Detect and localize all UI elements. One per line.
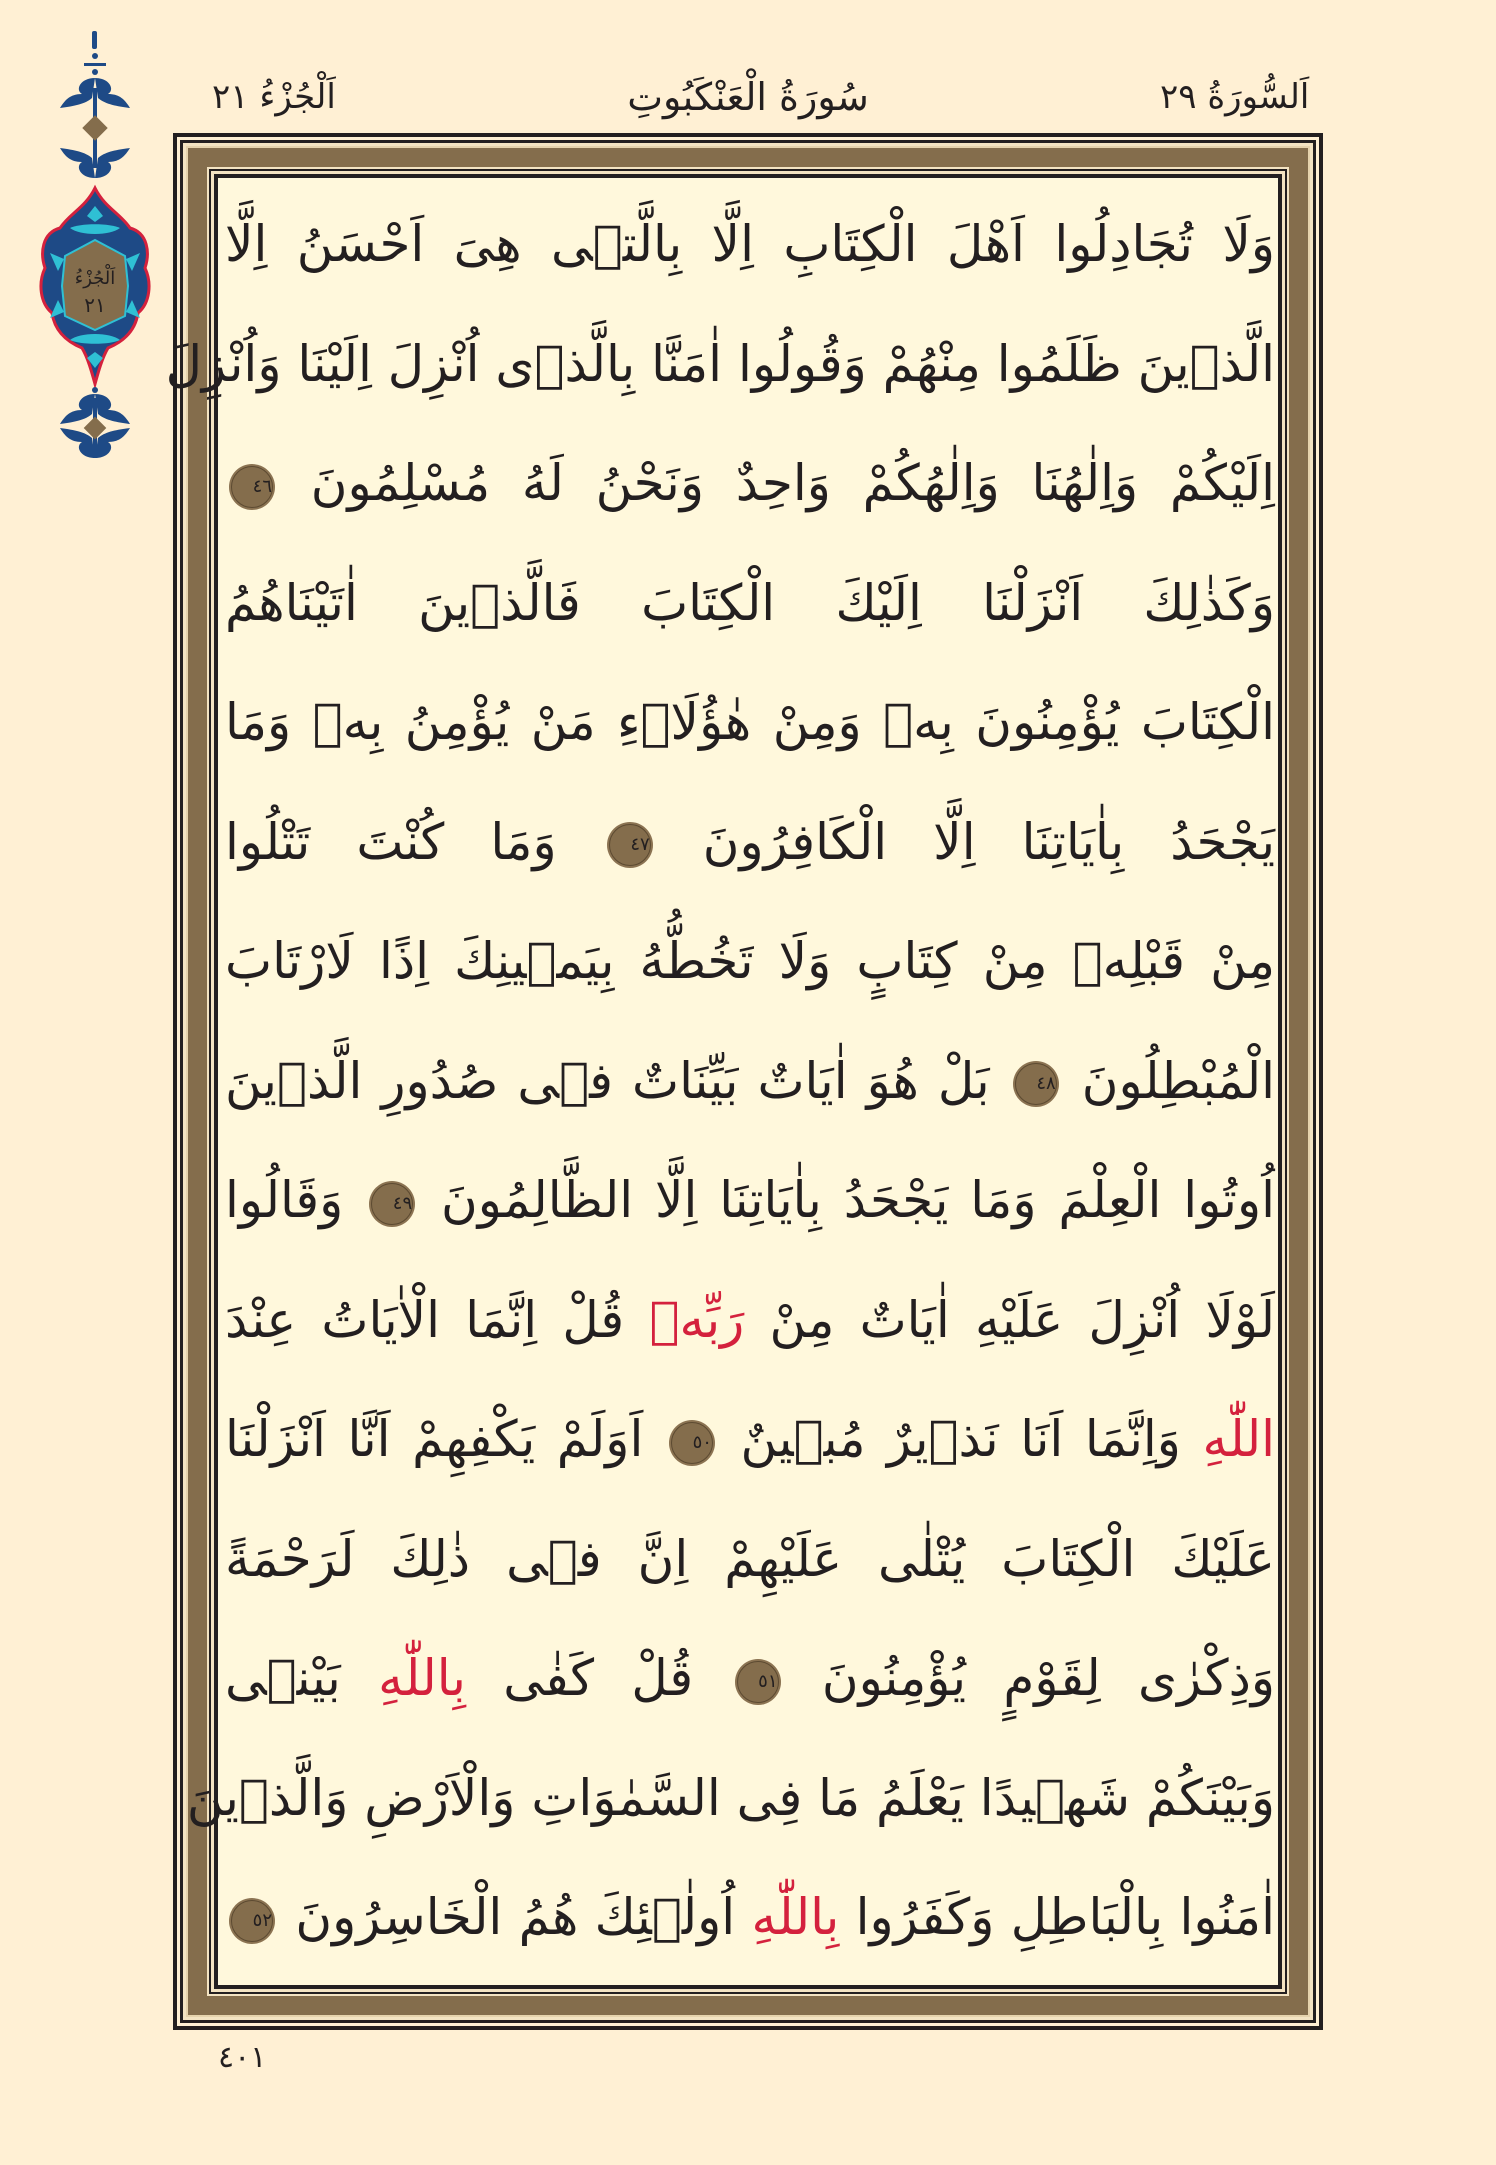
verse-text: الْمُبْطِلُونَ <box>1081 1051 1275 1110</box>
surah-title-text: سُورَةُ الْعَنْكَبُوتِ <box>627 75 869 119</box>
verse-text: مِنْ قَبْلِهٖ مِنْ كِتَابٍ وَلَا تَخُطُّهُ بِيَمٖينِكَ اِذًا لَارْتَابَ <box>225 932 1275 990</box>
page-number: ٤٠١ <box>218 2040 267 2075</box>
verse-text: اِلَيْكُمْ وَاِلٰهُنَا وَاِلٰهُكُمْ وَاحِدٌ وَنَحْنُ لَهُ مُسْلِمُونَ <box>310 454 1275 512</box>
verse-text: وَذِكْرٰى لِقَوْمٍ يُؤْمِنُونَ <box>821 1649 1275 1707</box>
medallion-juz-number: ٢١ <box>84 293 106 317</box>
text-line <box>165 305 1275 424</box>
verse-text: قُلْ اِنَّمَا الْاٰيَاتُ عِنْدَ <box>225 1290 625 1349</box>
verse-text: عَلَيْكَ الْكِتَابَ يُتْلٰى عَلَيْهِمْ اِنَّ فٖى ذٰلِكَ لَرَحْمَةً <box>225 1529 1275 1588</box>
verse-text: وَاِنَّمَا اَنَا نَذٖيرٌ مُبٖينٌ <box>740 1410 1181 1468</box>
highlighted-word: رَبِّهٖ <box>649 1290 745 1349</box>
text-line <box>225 1141 1275 1260</box>
text-line <box>225 783 1275 902</box>
medallion-juz-word: اَلْجُزْءُ <box>74 268 116 289</box>
verse-text: وَكَذٰلِكَ اَنْزَلْنَا اِلَيْكَ الْكِتَابَ فَالَّذٖينَ اٰتَيْنَاهُمُ <box>225 573 1275 632</box>
verse-text: اُوتُوا الْعِلْمَ وَمَا يَجْحَدُ بِاٰيَاتِنَا اِلَّا الظَّالِمُونَ <box>441 1171 1275 1229</box>
verse-text: لَوْلَا اُنْزِلَ عَلَيْهِ اٰيَاتٌ مِنْ <box>744 1290 1275 1349</box>
verse-text: اَوَلَمْ يَكْفِهِمْ اَنَّا اَنْزَلْنَا <box>225 1410 644 1468</box>
verse-text: وَقَالُوا <box>225 1171 344 1229</box>
ayah-number-marker: ٤٩ <box>371 1183 413 1225</box>
text-line <box>225 185 1275 304</box>
highlighted-word: اللّٰهِ <box>1202 1410 1276 1468</box>
ayah-number-marker: ٥٠ <box>671 1422 713 1464</box>
verse-text: وَمَا كُنْتَ تَتْلُوا <box>225 812 557 871</box>
text-line <box>225 902 1275 1021</box>
ayah-number-marker: ٥١ <box>737 1661 779 1703</box>
highlighted-word: بِاللّٰهِ <box>751 1888 840 1946</box>
text-line <box>225 544 1275 663</box>
verse-text: بَيْنٖى <box>225 1649 341 1707</box>
verse-text: الَّذٖينَ ظَلَمُوا مِنْهُمْ وَقُولُوا اٰمَنَّا بِالَّذٖى اُنْزِلَ اِلَيْنَا وَاُنْزِلَ <box>165 334 1275 393</box>
surah-number-label: اَلسُّورَةُ ٢٩ <box>1160 77 1310 117</box>
ayah-number-marker: ٤٨ <box>1015 1063 1057 1105</box>
verse-text: وَلَا تُجَادِلُوا اَهْلَ الْكِتَابِ اِلَّا بِالَّتٖى هِىَ اَحْسَنُ اِلَّا <box>225 215 1275 273</box>
text-line <box>225 663 1275 782</box>
juz-label: اَلْجُزْءُ ٢١ <box>212 77 336 117</box>
verse-text: اٰمَنُوا بِالْبَاطِلِ وَكَفَرُوا <box>839 1888 1275 1946</box>
juz-medallion-ornament <box>20 28 170 478</box>
verse-text: وَبَيْنَكُمْ شَهٖيدًا يَعْلَمُ مَا فِى السَّمٰوَاتِ وَالْاَرْضِ وَالَّذٖينَ <box>186 1768 1275 1827</box>
text-line <box>225 1858 1275 1977</box>
verse-text: بَلْ هُوَ اٰيَاتٌ بَيِّنَاتٌ فٖى صُدُورِ الَّذٖينَ <box>225 1051 990 1110</box>
verse-text: يَجْحَدُ بِاٰيَاتِنَا اِلَّا الْكَافِرُونَ <box>702 812 1276 871</box>
text-line <box>186 1739 1275 1858</box>
text-line <box>225 1022 1275 1141</box>
highlighted-word: بِاللّٰهِ <box>378 1649 466 1707</box>
verse-text: اُولٰۤئِكَ هُمُ الْخَاسِرُونَ <box>295 1888 736 1946</box>
text-line <box>225 1380 1275 1499</box>
ayah-number-marker: ٤٦ <box>231 466 273 508</box>
verse-text: الْكِتَابَ يُؤْمِنُونَ بِهٖ وَمِنْ هٰؤُلَاۤءِ مَنْ يُؤْمِنُ بِهٖ وَمَا <box>225 693 1275 751</box>
text-line <box>225 424 1275 543</box>
text-line <box>225 1500 1275 1619</box>
ayah-number-marker: ٤٧ <box>609 824 651 866</box>
quran-text-area <box>165 185 1276 1985</box>
verse-text: قُلْ كَفٰى <box>465 1649 694 1707</box>
text-line <box>225 1261 1275 1380</box>
ayah-number-marker: ٥٢ <box>231 1900 273 1942</box>
text-line <box>225 1619 1275 1738</box>
